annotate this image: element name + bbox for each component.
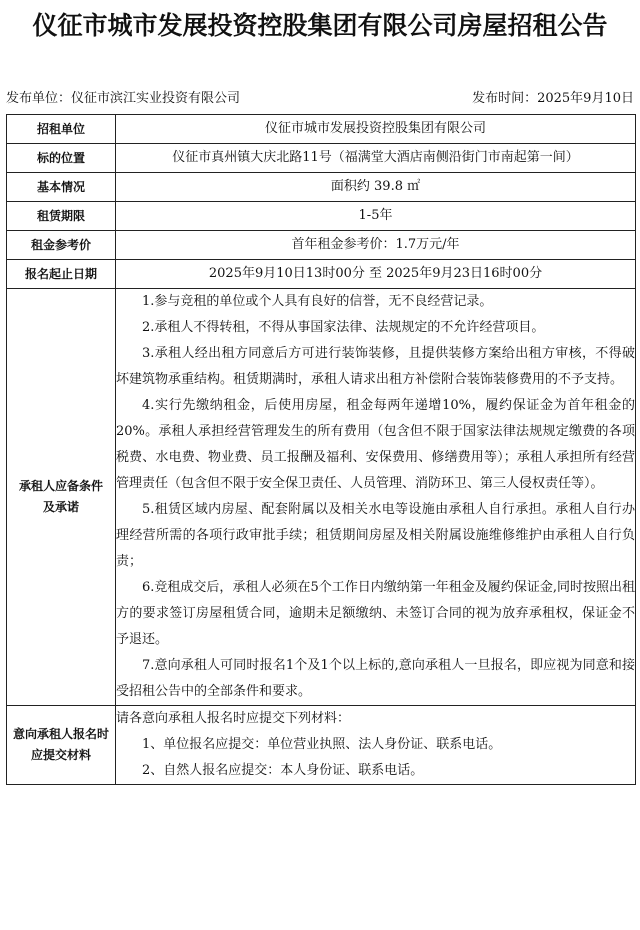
row-value: 仪征市真州镇大庆北路11号（福满堂大酒店南侧沿街门市南起第一间） (116, 144, 636, 173)
condition-item: 1.参与竞租的单位或个人具有良好的信誉，无不良经营记录。 (142, 294, 493, 309)
row-label: 租赁期限 (7, 202, 116, 231)
row-label: 租金参考价 (7, 231, 116, 260)
row-value: 1-5年 (116, 202, 636, 231)
row-value: 仪征市城市发展投资控股集团有限公司 (116, 115, 636, 144)
table-row (7, 144, 636, 173)
table-row (7, 231, 636, 260)
table-row-materials (7, 706, 636, 785)
condition-item: 6.竞租成交后，承租人必须在5个工作日内缴纳第一年租金及履约保证金,同时按照出租方的要求签订房屋租赁合同，逾期未足额缴纳、未签订合同的视为放弃承租权，保证金不予退还。 (116, 580, 635, 647)
table-row (7, 202, 636, 231)
row-label: 标的位置 (7, 144, 116, 173)
row-label: 报名起止日期 (7, 260, 116, 289)
row-label: 基本情况 (7, 173, 116, 202)
table-row-conditions (7, 289, 636, 706)
row-value: 2025年9月10日13时00分 至 2025年9月23日16时00分 (116, 260, 636, 289)
publisher: 发布单位：仪征市滨江实业投资有限公司 (6, 91, 241, 106)
materials-label-line: 应提交材料 (30, 748, 91, 762)
table-row (7, 115, 636, 144)
row-value: 面积约 39.8 ㎡ (116, 173, 636, 202)
conditions-label (7, 289, 116, 706)
materials-label-line: 意向承租人报名时 (12, 727, 109, 741)
materials-content (116, 706, 636, 785)
condition-item: 3.承租人经出租方同意后方可进行装饰装修，且提供装修方案给出租方审核，不得破坏建筑物承重结构。租赁期满时，承租人请求出租方补偿附合装饰装修费用的不予支持。 (116, 346, 635, 387)
row-label: 招租单位 (7, 115, 116, 144)
material-item: 1、单位报名应提交：单位营业执照、法人身份证、联系电话。 (142, 737, 502, 752)
info-table (6, 114, 636, 785)
condition-item: 4.实行先缴纳租金，后使用房屋，租金每两年递增10%，履约保证金为首年租金的20%。承租人承担经营管理发生的所有费用（包含但不限于国家法律法规规定缴费的各项税费、水电费、物业费、员工报酬及福利、安保费用、修缮费用等）；承租人承担所有经营管理责任（包含但不限于安全保卫责任、人员管理、消防环卫、第三人侵权责任等）。 (116, 398, 635, 491)
row-value: 首年租金参考价：1.7万元/年 (116, 231, 636, 260)
material-item: 2、自然人报名应提交：本人身份证、联系电话。 (142, 763, 424, 778)
table-row (7, 173, 636, 202)
condition-item: 2.承租人不得转租，不得从事国家法律、法规规定的不允许经营项目。 (142, 320, 545, 335)
conditions-label-line: 及承诺 (42, 500, 79, 514)
publish-time: 发布时间：2025年9月10日 (472, 91, 634, 106)
table-row (7, 260, 636, 289)
condition-item: 7.意向承租人可同时报名1个及1个以上标的,意向承租人一旦报名，即应视为同意和接受招租公告中的全部条件和要求。 (116, 658, 635, 699)
materials-label (7, 706, 116, 785)
conditions-label-line: 承租人应备条件 (18, 479, 103, 493)
conditions-content (116, 289, 636, 706)
materials-intro: 请各意向承租人报名时应提交下列材料： (116, 711, 351, 726)
page-title: 仪征市城市发展投资控股集团有限公司房屋招租公告 (32, 11, 608, 40)
condition-item: 5.租赁区域内房屋、配套附属以及相关水电等设施由承租人自行承担。承租人自行办理经营所需的各项行政审批手续；租赁期间房屋及相关附属设施维修维护由承租人自行负责； (116, 502, 635, 569)
